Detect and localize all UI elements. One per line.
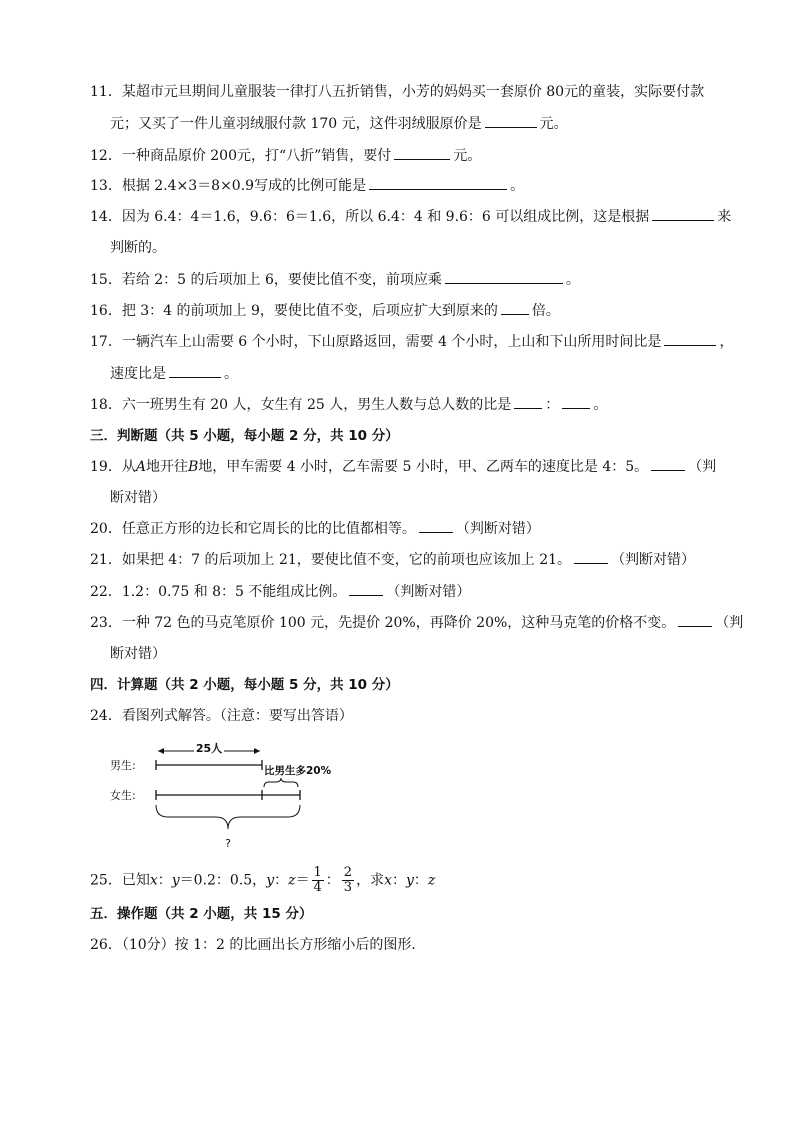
question-16-end: 倍。 (531, 303, 560, 319)
var-y: y (266, 872, 275, 889)
question-23-line-1 (90, 613, 744, 633)
question-mark: ? (225, 837, 231, 850)
question-17-text-2a: 速度比是 (110, 366, 166, 382)
question-25-text-b: ＝0.2：0.5， (179, 872, 267, 889)
var-y: y (171, 872, 180, 889)
question-11-text-2a: 元；又买了一件儿童羽绒服付款 170 元，这件羽绒服原价是 (110, 116, 482, 132)
colon: ： (391, 872, 406, 889)
question-18 (90, 395, 710, 415)
question-15 (90, 270, 710, 290)
answer-blank[interactable] (501, 301, 529, 315)
fraction-denominator: 3 (343, 880, 353, 895)
question-26-text: 26．（10分）按 1：2 的比画出长方形缩小后的图形． (90, 937, 426, 953)
answer-blank[interactable] (349, 582, 383, 596)
question-13 (90, 176, 710, 196)
answer-blank[interactable] (169, 364, 221, 378)
question-16 (90, 301, 710, 321)
answer-blank[interactable] (514, 395, 542, 409)
answer-blank[interactable] (562, 395, 590, 409)
question-24 (90, 706, 710, 726)
var-x: x (384, 872, 392, 889)
question-22-judge: （判断对错） (386, 584, 471, 600)
section-4-heading (90, 675, 710, 695)
question-15-end: 。 (565, 272, 580, 288)
fraction-one-quarter (312, 866, 324, 895)
question-20-judge: （判断对错） (455, 521, 540, 537)
var-y: y (405, 872, 414, 889)
question-19-judge: （判 (688, 459, 717, 475)
boys-label: 男生: (110, 759, 136, 772)
question-24-text: 24．看图列式解答。（注意：要写出答语） (90, 708, 353, 724)
question-26 (90, 935, 710, 955)
colon: ： (413, 872, 428, 889)
question-23-text: 23．一种 72 色的马克笔原价 100 元，先提价 20%，再降价 20%，这种马克笔的价格不变。 (90, 615, 676, 631)
fraction-numerator: 1 (313, 865, 322, 880)
question-17-line-2 (110, 364, 730, 384)
question-23-line-2 (110, 644, 730, 664)
colon: ： (274, 872, 289, 889)
question-20-text: 20．任意正方形的边长和它周长的比的比值都相等。 (90, 521, 416, 537)
question-17-comma: ， (719, 334, 734, 350)
question-14-line-1 (90, 207, 732, 227)
section-4-title: 四．计算题（共 2 小题，每小题 5 分，共 10 分） (90, 677, 399, 693)
answer-blank[interactable] (652, 207, 714, 221)
question-23-text-2: 断对错） (110, 646, 166, 662)
question-19-text-2: 断对错） (110, 490, 166, 506)
answer-blank[interactable] (651, 457, 685, 471)
question-17-text: 17．一辆汽车上山需要 6 个小时，下山原路返回，需要 4 个小时，上山和下山所用时间比是 (90, 334, 662, 350)
answer-blank[interactable] (485, 114, 537, 128)
question-21-judge: （判断对错） (611, 552, 696, 568)
question-14-line-2 (110, 238, 730, 258)
question-11-text-2b: 元。 (539, 116, 568, 132)
var-z: z (427, 872, 436, 889)
question-19-line-1 (90, 457, 717, 477)
question-11-line-1 (90, 82, 710, 102)
answer-blank[interactable] (369, 176, 507, 190)
fraction-numerator: 2 (343, 865, 353, 880)
answer-blank[interactable] (445, 270, 563, 284)
question-22-text: 22．1.2：0.75 和 8：5 不能组成比例。 (90, 584, 347, 600)
question-14-tail: 来 (717, 209, 732, 225)
answer-blank[interactable] (419, 519, 453, 533)
colon: ： (325, 872, 340, 889)
section-5-heading (90, 904, 710, 924)
question-14-text-2: 判断的。 (110, 240, 166, 256)
question-19-line-2 (110, 488, 730, 508)
question-15-text: 15．若给 2：5 的后项加上 6，要使比值不变，前项应乘 (90, 272, 442, 288)
equals-sign: ＝ (295, 872, 310, 889)
answer-blank[interactable] (574, 550, 608, 564)
var-x: x (149, 872, 158, 889)
question-25-text-d: ，求 (356, 872, 385, 889)
question-16-text: 16．把 3：4 的前项加上 9，要使比值不变，后项应扩大到原来的 (90, 303, 498, 319)
question-23-judge: （判 (715, 615, 744, 631)
point-b: B (187, 459, 199, 475)
question-13-text: 13．根据 2.4×3＝8×0.9写成的比例可能是 (90, 178, 367, 194)
question-18-end: 。 (593, 397, 608, 413)
point-a: A (135, 459, 146, 475)
answer-blank[interactable] (394, 146, 450, 160)
question-19-text-b: 地开往 (145, 459, 188, 475)
extra-part-brace (264, 778, 298, 787)
question-22 (90, 582, 710, 602)
question-14-text: 14．因为 6.4：4＝1.6，9.6：6＝1.6，所以 6.4：4 和 9.6：6 可以组成比例，这是根据 (90, 209, 650, 225)
boys-count-label: 25人 (195, 742, 223, 755)
total-brace (156, 805, 300, 829)
question-13-end: 。 (510, 178, 525, 194)
question-11-text: 11．某超市元旦期间儿童服装一律打八五折销售，小芳的妈妈买一套原价 80元的童装，实际要付款 (90, 84, 705, 100)
question-19-text-c: 地，甲车需要 4 小时，乙车需要 5 小时，甲、乙两车的速度比是 4：5。 (198, 459, 649, 475)
answer-blank[interactable] (678, 613, 712, 627)
question-17-line-1 (90, 332, 734, 352)
question-21-text: 21．如果把 4：7 的后项加上 21，要使比值不变，它的前项也应该加上 21。 (90, 552, 572, 568)
question-25-text-a: 25．已知 (90, 872, 150, 889)
more-than-boys-label: 比男生多20% (264, 765, 332, 777)
colon: ： (157, 872, 172, 889)
question-19-text-a: 19．从 (90, 459, 136, 475)
girls-label: 女生: (110, 789, 136, 802)
fraction-two-thirds (342, 866, 354, 895)
question-17-text-2b: 。 (224, 366, 238, 382)
question-21 (90, 550, 710, 570)
question-12-unit: 元。 (453, 148, 482, 164)
line-segment-diagram (100, 735, 360, 855)
var-z: z (288, 872, 296, 889)
section-3-title: 三．判断题（共 5 小题，每小题 2 分，共 10 分） (90, 428, 399, 444)
arrow-left-head (158, 748, 164, 754)
answer-blank[interactable] (664, 332, 716, 346)
question-18-colon: ： (545, 397, 560, 413)
question-20 (90, 519, 710, 539)
section-5-title: 五．操作题（共 2 小题，共 15 分） (90, 906, 313, 922)
section-3-heading (90, 426, 710, 446)
question-12 (90, 146, 710, 166)
arrow-right-head (254, 748, 260, 754)
question-12-text: 12．一种商品原价 200元，打“八折”销售，要付 (90, 148, 392, 164)
question-25 (90, 866, 710, 895)
fraction-denominator: 4 (313, 880, 322, 895)
question-18-text: 18．六一班男生有 20 人，女生有 25 人，男生人数与总人数的比是 (90, 397, 512, 413)
question-11-line-2 (110, 114, 730, 134)
